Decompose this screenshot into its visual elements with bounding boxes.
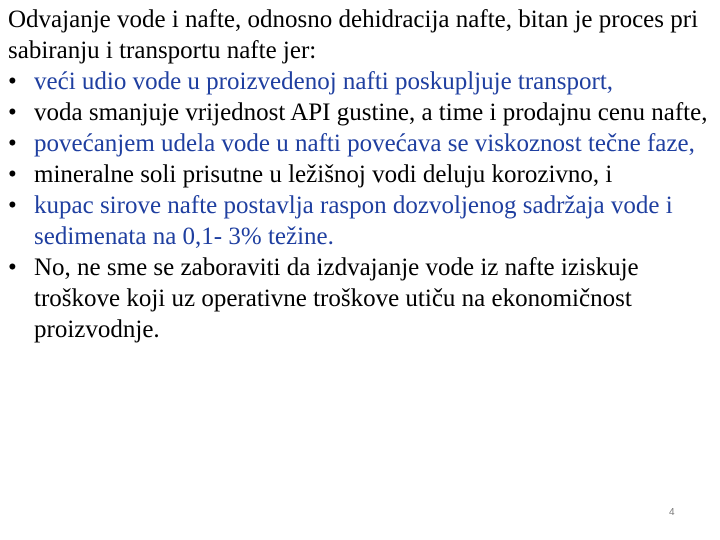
bullet-item (0, 66, 716, 97)
bullet-item (0, 190, 716, 252)
bullet-text: mineralne soli prisutne u ležišnoj vodi deluju korozivno, i (34, 161, 613, 188)
bullet-icon: • (8, 68, 17, 95)
bullet-icon: • (8, 130, 17, 157)
bullet-icon: • (8, 192, 17, 219)
bullet-item (0, 128, 716, 159)
bullet-icon: • (8, 161, 17, 188)
bullet-icon: • (8, 254, 17, 281)
bullet-list (0, 66, 716, 345)
bullet-text: povećanjem udela vode u nafti povećava se viskoznost tečne faze, (34, 130, 695, 157)
page-number: 4 (669, 507, 675, 518)
intro-text: Odvajanje vode i nafte, odnosno dehidracija nafte, bitan je proces pri sabiranju i transportu nafte jer: (8, 6, 699, 64)
bullet-text: No, ne sme se zaboraviti da izdvajanje vode iz nafte iziskuje troškove koji uz operativne troškove utiču na ekonomičnost proizvodnje. (34, 254, 639, 343)
bullet-text: voda smanjuje vrijednost API gustine, a time i prodajnu cenu nafte, (34, 99, 708, 126)
bullet-item (0, 252, 716, 345)
bullet-item (0, 159, 716, 190)
bullet-text: kupac sirove nafte postavlja raspon dozvoljenog sadržaja vode i sedimenata na 0,1- 3% težine. (34, 192, 673, 250)
bullet-icon: • (8, 99, 17, 126)
bullet-text: veći udio vode u proizvedenoj nafti poskupljuje transport, (34, 68, 614, 95)
bullet-item (0, 97, 716, 128)
